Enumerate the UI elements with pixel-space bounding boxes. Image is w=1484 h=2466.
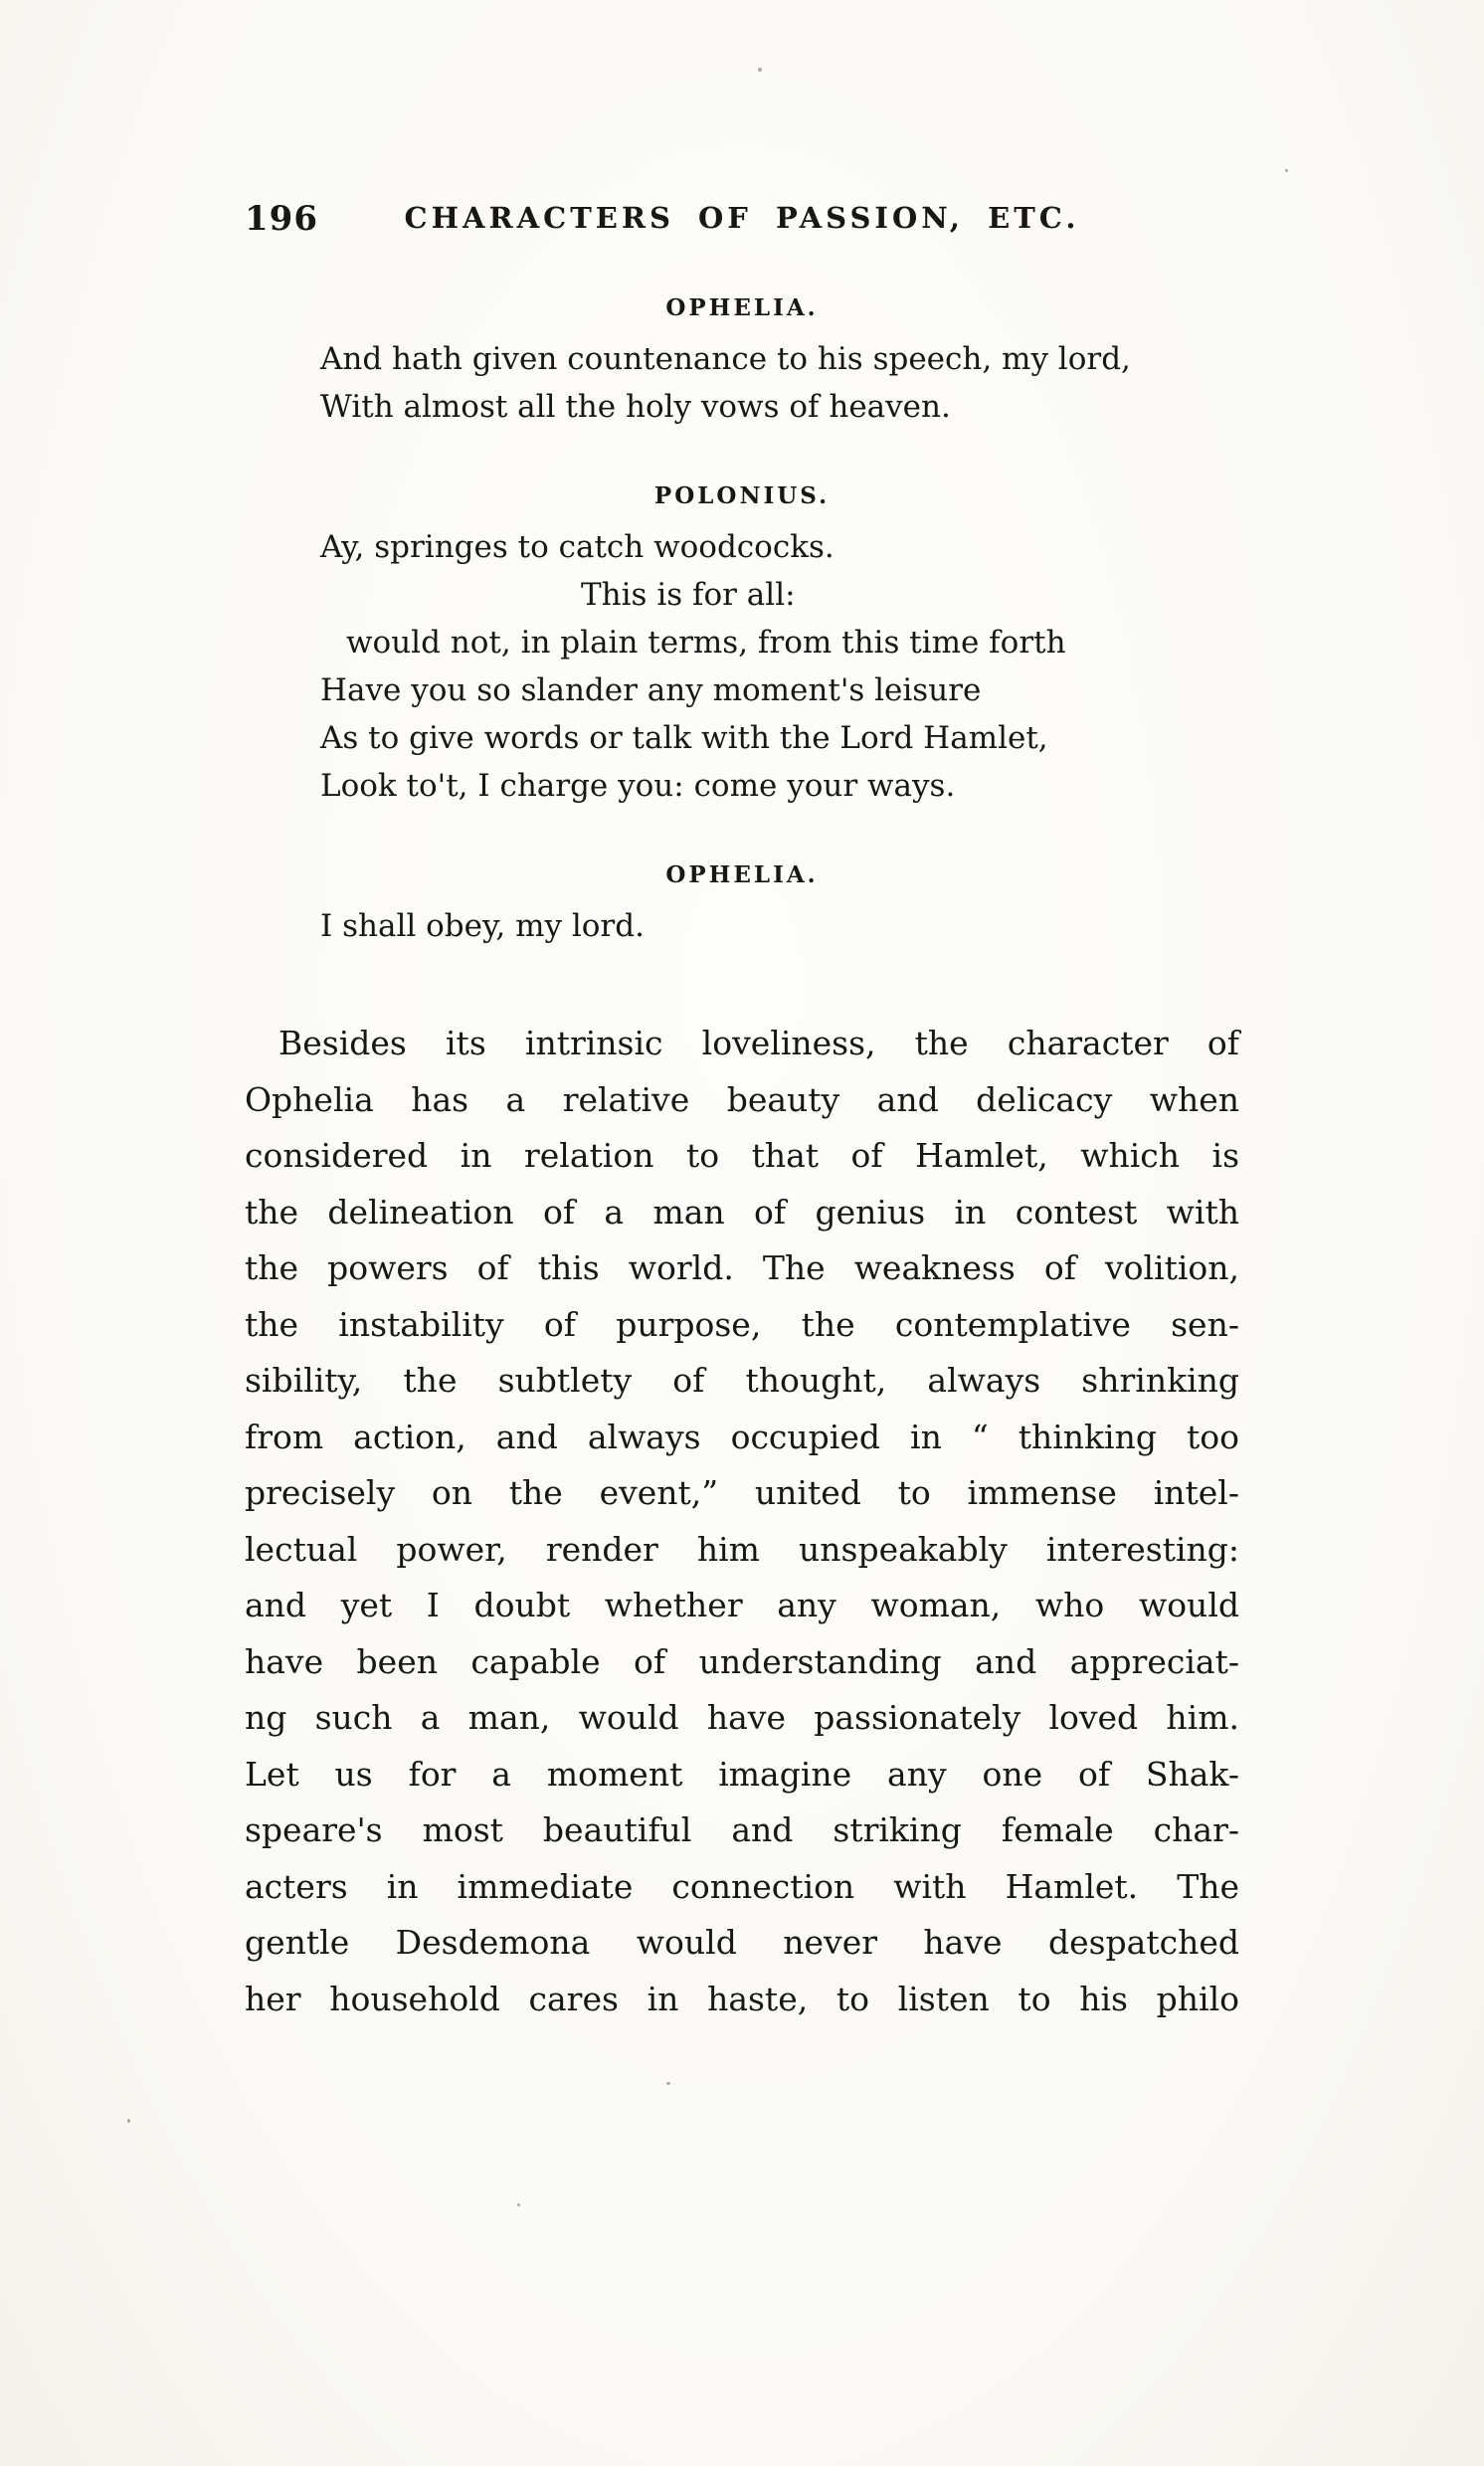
prose-line: Besides its intrinsic loveliness, the character of xyxy=(278,1024,1239,1062)
prose-line: gentle Desdemona would never have despatched xyxy=(245,1923,1239,1962)
prose-line: from action, and always occupied in “ thinking too xyxy=(245,1417,1239,1456)
prose-line: the instability of purpose, the contemplative sen- xyxy=(245,1304,1239,1344)
verse-line: I shall obey, my lord. xyxy=(320,908,645,944)
dialogue-container xyxy=(245,294,1239,950)
verse-line: Have you so slander any moment's leisure xyxy=(320,672,982,708)
prose-line: considered in relation to that of Hamlet, which is xyxy=(245,1136,1239,1175)
prose-line: ng such a man, would have passionately loved him. xyxy=(245,1698,1239,1737)
speaker-name: OPHELIA. xyxy=(665,861,819,888)
verse-line: Ay, springes to catch woodcocks. xyxy=(320,529,835,565)
page-number: 196 xyxy=(245,199,318,239)
prose-line: her household cares in haste, to listen to his philo xyxy=(245,1979,1239,2018)
dialogue-section xyxy=(320,861,1239,950)
prose-line: lectual power, render him unspeakably interesting: xyxy=(245,1529,1239,1569)
header-title: CHARACTERS OF PASSION, ETC. xyxy=(404,201,1080,235)
prose-line: the delineation of a man of genius in contest with xyxy=(245,1192,1239,1232)
verse-line: With almost all the holy vows of heaven. xyxy=(320,389,951,425)
prose-line: Let us for a moment imagine any one of Shak- xyxy=(245,1754,1239,1794)
scan-speck xyxy=(666,2082,670,2085)
verse-line: Look to't, I charge you: come your ways. xyxy=(320,768,956,804)
scan-speck xyxy=(127,2119,130,2123)
speaker-name: POLONIUS. xyxy=(653,482,831,509)
running-head xyxy=(245,199,1239,243)
verse-line: This is for all: xyxy=(581,577,796,613)
scan-speck xyxy=(1285,169,1288,172)
prose-line: and yet I doubt whether any woman, who would xyxy=(245,1586,1239,1624)
scan-speck xyxy=(758,68,762,72)
scan-speck xyxy=(517,2203,520,2206)
dialogue-section xyxy=(320,482,1239,810)
dialogue-section xyxy=(320,294,1239,431)
prose-line: have been capable of understanding and appreciat- xyxy=(245,1641,1239,1681)
prose-line: acters in immediate connection with Hamlet. The xyxy=(245,1866,1239,1906)
prose-line: precisely on the event,” united to immense intel- xyxy=(245,1473,1239,1512)
prose-line: Ophelia has a relative beauty and delicacy when xyxy=(245,1079,1239,1119)
prose-line: sibility, the subtlety of thought, always shrinking xyxy=(245,1361,1239,1400)
verse-line: As to give words or talk with the Lord Hamlet, xyxy=(320,720,1048,756)
speaker-name: OPHELIA. xyxy=(665,294,819,321)
text-block xyxy=(245,199,1239,2027)
verse-line: And hath given countenance to his speech, my lord, xyxy=(320,341,1131,377)
prose-line: speare's most beautiful and striking female char- xyxy=(245,1810,1239,1849)
paragraph-container xyxy=(245,1016,1239,2027)
verse-line: would not, in plain terms, from this time forth xyxy=(346,625,1066,661)
prose-line: the powers of this world. The weakness of volition, xyxy=(245,1248,1239,1287)
